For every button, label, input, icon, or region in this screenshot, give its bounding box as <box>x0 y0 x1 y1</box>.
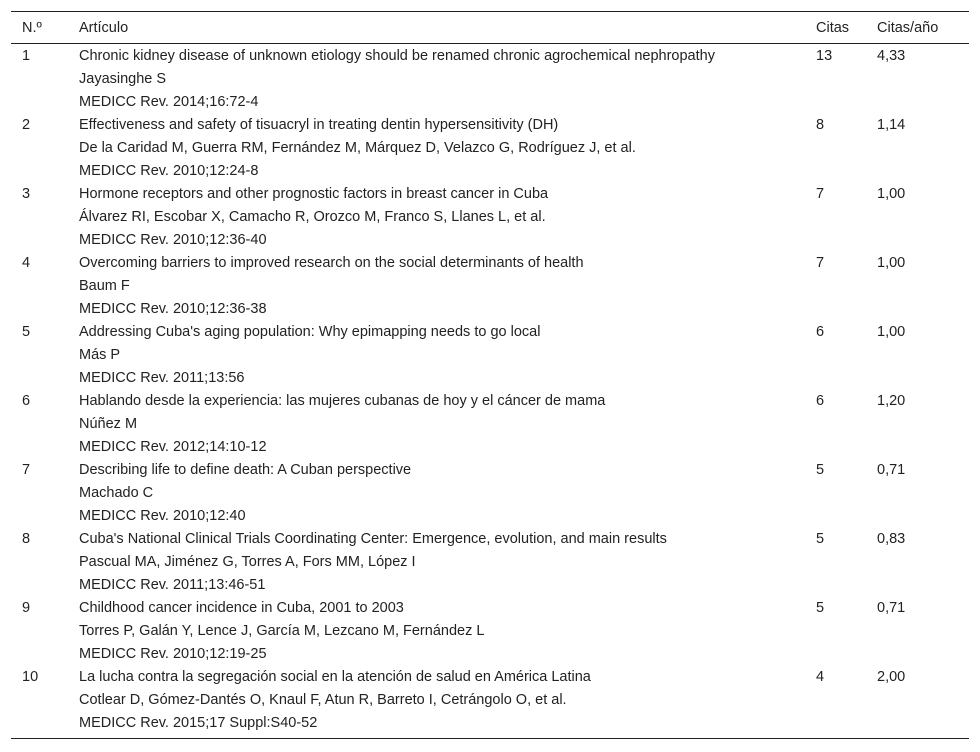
citations-table-container <box>11 11 969 739</box>
article-authors: Jayasinghe S <box>79 71 167 87</box>
article-source: MEDICC Rev. 2010;12:40 <box>79 508 246 524</box>
citations-per-year: 4,33 <box>877 48 906 64</box>
article-cell <box>79 252 816 321</box>
row-number: 4 <box>22 255 31 271</box>
article-title: La lucha contra la segregación social en la atención de salud en América Latina <box>79 669 591 685</box>
citations-count: 13 <box>816 48 833 64</box>
article-source: MEDICC Rev. 2014;16:72-4 <box>79 94 259 110</box>
citations-count: 8 <box>816 117 825 133</box>
article-source: MEDICC Rev. 2010;12:36-40 <box>79 232 267 248</box>
citations-count: 7 <box>816 186 825 202</box>
article-source: MEDICC Rev. 2010;12:24-8 <box>79 163 259 179</box>
article-authors: Más P <box>79 347 121 363</box>
article-title: Hablando desde la experiencia: las mujeres cubanas de hoy y el cáncer de mama <box>79 393 606 409</box>
article-title: Hormone receptors and other prognostic factors in breast cancer in Cuba <box>79 186 549 202</box>
article-authors: Baum F <box>79 278 130 294</box>
table-row <box>11 666 969 739</box>
article-title: Chronic kidney disease of unknown etiology should be renamed chronic agrochemical nephropathy <box>79 48 715 64</box>
citations-per-year: 1,00 <box>877 186 906 202</box>
citations-per-year: 0,83 <box>877 531 906 547</box>
row-number: 7 <box>22 462 31 478</box>
article-authors: Pascual MA, Jiménez G, Torres A, Fors MM, López I <box>79 554 416 570</box>
row-number: 10 <box>22 669 39 685</box>
citations-per-year: 1,00 <box>877 255 906 271</box>
citations-count: 6 <box>816 393 825 409</box>
table-header <box>11 12 969 44</box>
article-cell <box>79 390 816 459</box>
row-number: 8 <box>22 531 31 547</box>
article-authors: Álvarez RI, Escobar X, Camacho R, Orozco M, Franco S, Llanes L, et al. <box>79 209 546 225</box>
article-cell <box>79 321 816 390</box>
header-article: Artículo <box>79 19 129 36</box>
article-title: Childhood cancer incidence in Cuba, 2001 to 2003 <box>79 600 404 616</box>
header-citations-per-year: Citas/año <box>877 19 939 36</box>
article-title: Describing life to define death: A Cuban perspective <box>79 462 412 478</box>
article-cell <box>79 44 816 115</box>
citations-count: 7 <box>816 255 825 271</box>
citations-per-year: 0,71 <box>877 462 906 478</box>
table-row <box>11 390 969 459</box>
citations-count: 4 <box>816 669 825 685</box>
article-authors: De la Caridad M, Guerra RM, Fernández M, Márquez D, Velazco G, Rodríguez J, et al. <box>79 140 636 156</box>
article-authors: Torres P, Galán Y, Lence J, García M, Lezcano M, Fernández L <box>79 623 485 639</box>
article-title: Effectiveness and safety of tisuacryl in treating dentin hypersensitivity (DH) <box>79 117 559 133</box>
table-row <box>11 183 969 252</box>
article-source: MEDICC Rev. 2011;13:46-51 <box>79 577 266 593</box>
row-number: 3 <box>22 186 31 202</box>
row-number: 1 <box>22 48 31 64</box>
article-cell <box>79 114 816 183</box>
citations-per-year: 1,20 <box>877 393 906 409</box>
citations-per-year: 1,14 <box>877 117 906 133</box>
citations-count: 6 <box>816 324 825 340</box>
table-row <box>11 597 969 666</box>
citations-per-year: 2,00 <box>877 669 906 685</box>
article-cell <box>79 528 816 597</box>
row-number: 9 <box>22 600 31 616</box>
article-cell <box>79 459 816 528</box>
row-number: 6 <box>22 393 31 409</box>
table-row <box>11 44 969 115</box>
article-source: MEDICC Rev. 2010;12:36-38 <box>79 301 267 317</box>
citations-count: 5 <box>816 462 825 478</box>
table-body <box>11 44 969 739</box>
article-cell <box>79 597 816 666</box>
header-num: N.º <box>22 19 42 36</box>
article-source: MEDICC Rev. 2011;13:56 <box>79 370 245 386</box>
citations-count: 5 <box>816 531 825 547</box>
article-authors: Núñez M <box>79 416 138 432</box>
table-row <box>11 459 969 528</box>
row-number: 5 <box>22 324 31 340</box>
header-citations: Citas <box>816 19 850 36</box>
article-source: MEDICC Rev. 2010;12:19-25 <box>79 646 267 662</box>
table-row <box>11 114 969 183</box>
row-number: 2 <box>22 117 31 133</box>
article-title: Cuba's National Clinical Trials Coordinating Center: Emergence, evolution, and main results <box>79 531 667 547</box>
article-authors: Machado C <box>79 485 154 501</box>
table-row <box>11 321 969 390</box>
citations-per-year: 0,71 <box>877 600 906 616</box>
article-cell <box>79 666 816 739</box>
header-row <box>11 12 969 44</box>
article-authors: Cotlear D, Gómez-Dantés O, Knaul F, Atun R, Barreto I, Cetrángolo O, et al. <box>79 692 567 708</box>
citations-per-year: 1,00 <box>877 324 906 340</box>
table-row <box>11 252 969 321</box>
citations-table <box>11 11 969 739</box>
table-row <box>11 528 969 597</box>
article-source: MEDICC Rev. 2015;17 Suppl:S40-52 <box>79 715 318 731</box>
article-source: MEDICC Rev. 2012;14:10-12 <box>79 439 267 455</box>
article-title: Overcoming barriers to improved research on the social determinants of health <box>79 255 584 271</box>
citations-count: 5 <box>816 600 825 616</box>
article-title: Addressing Cuba's aging population: Why epimapping needs to go local <box>79 324 541 340</box>
article-cell <box>79 183 816 252</box>
